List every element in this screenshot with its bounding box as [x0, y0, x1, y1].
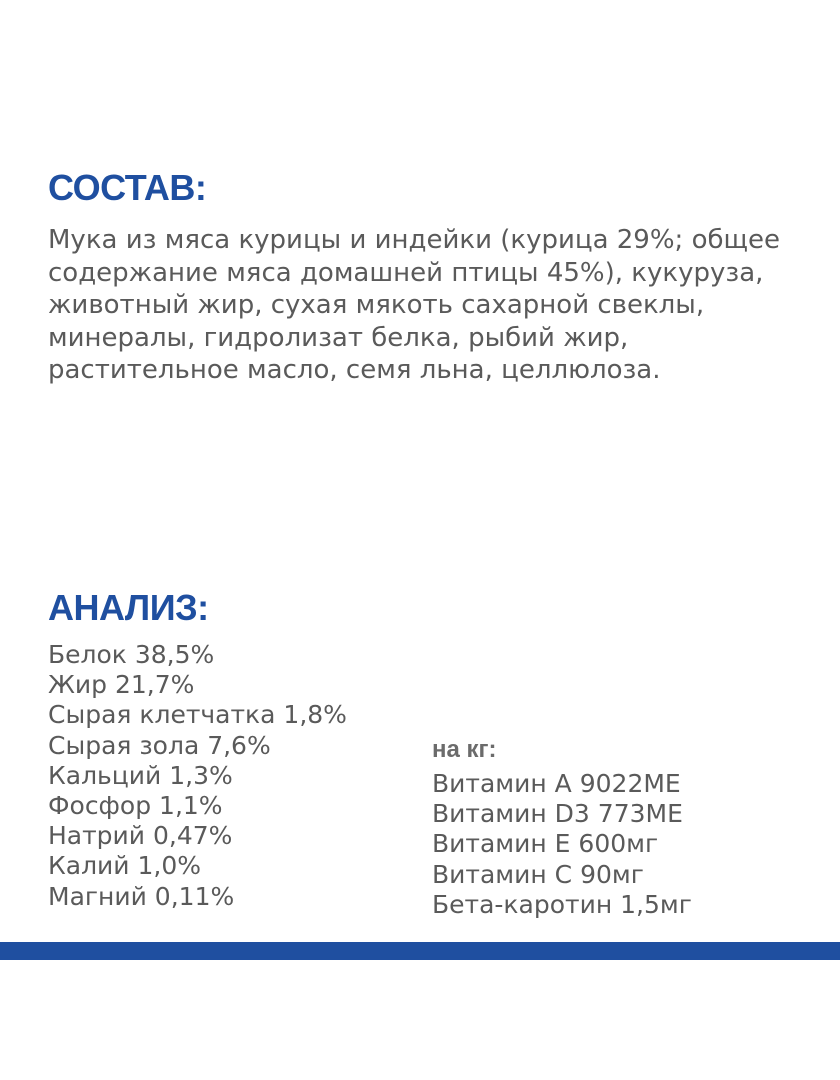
vitamins-title: на кг: [432, 736, 497, 763]
vitamin-item-c: Витамин С 90мг [432, 859, 644, 889]
vitamin-item-beta-carotene: Бета-каротин 1,5мг [432, 889, 692, 919]
analysis-item-fat: Жир 21,7% [48, 670, 195, 700]
footer-bar [0, 942, 840, 960]
vitamin-item-a: Витамин А 9022МЕ [432, 769, 681, 798]
analysis-item-protein: Белок 38,5% [48, 640, 215, 669]
vitamin-item-e: Витамин Е 600мг [432, 829, 659, 859]
analysis-item-crude-fiber: Сырая клетчатка 1,8% [48, 700, 347, 730]
analysis-item-magnesium: Магний 0,11% [48, 881, 235, 911]
analysis-heading: АНАЛИЗ: [48, 587, 209, 628]
analysis-item-sodium: Натрий 0,47% [48, 821, 233, 851]
vitamins-block [432, 733, 692, 920]
vitamins-list [432, 769, 692, 920]
composition-heading: СОСТАВ: [48, 167, 207, 208]
analysis-item-crude-ash: Сырая зола 7,6% [48, 730, 271, 760]
composition-text: Мука из мяса курицы и индейки (курица 29%; общее содержание мяса домашней птицы 45%), кукуруза, животный жир, сухая мякоть сахарной свеклы, минералы, гидролизат белка, рыбий жир, растительное масло, семя льна, целлюлоза. [48, 225, 780, 385]
analysis-item-calcium: Кальций 1,3% [48, 760, 233, 790]
analysis-item-potassium: Калий 1,0% [48, 851, 202, 881]
analysis-item-phosphorus: Фосфор 1,1% [48, 791, 223, 821]
vitamin-item-d3: Витамин D3 773МЕ [432, 799, 683, 829]
analysis-list [48, 640, 347, 912]
